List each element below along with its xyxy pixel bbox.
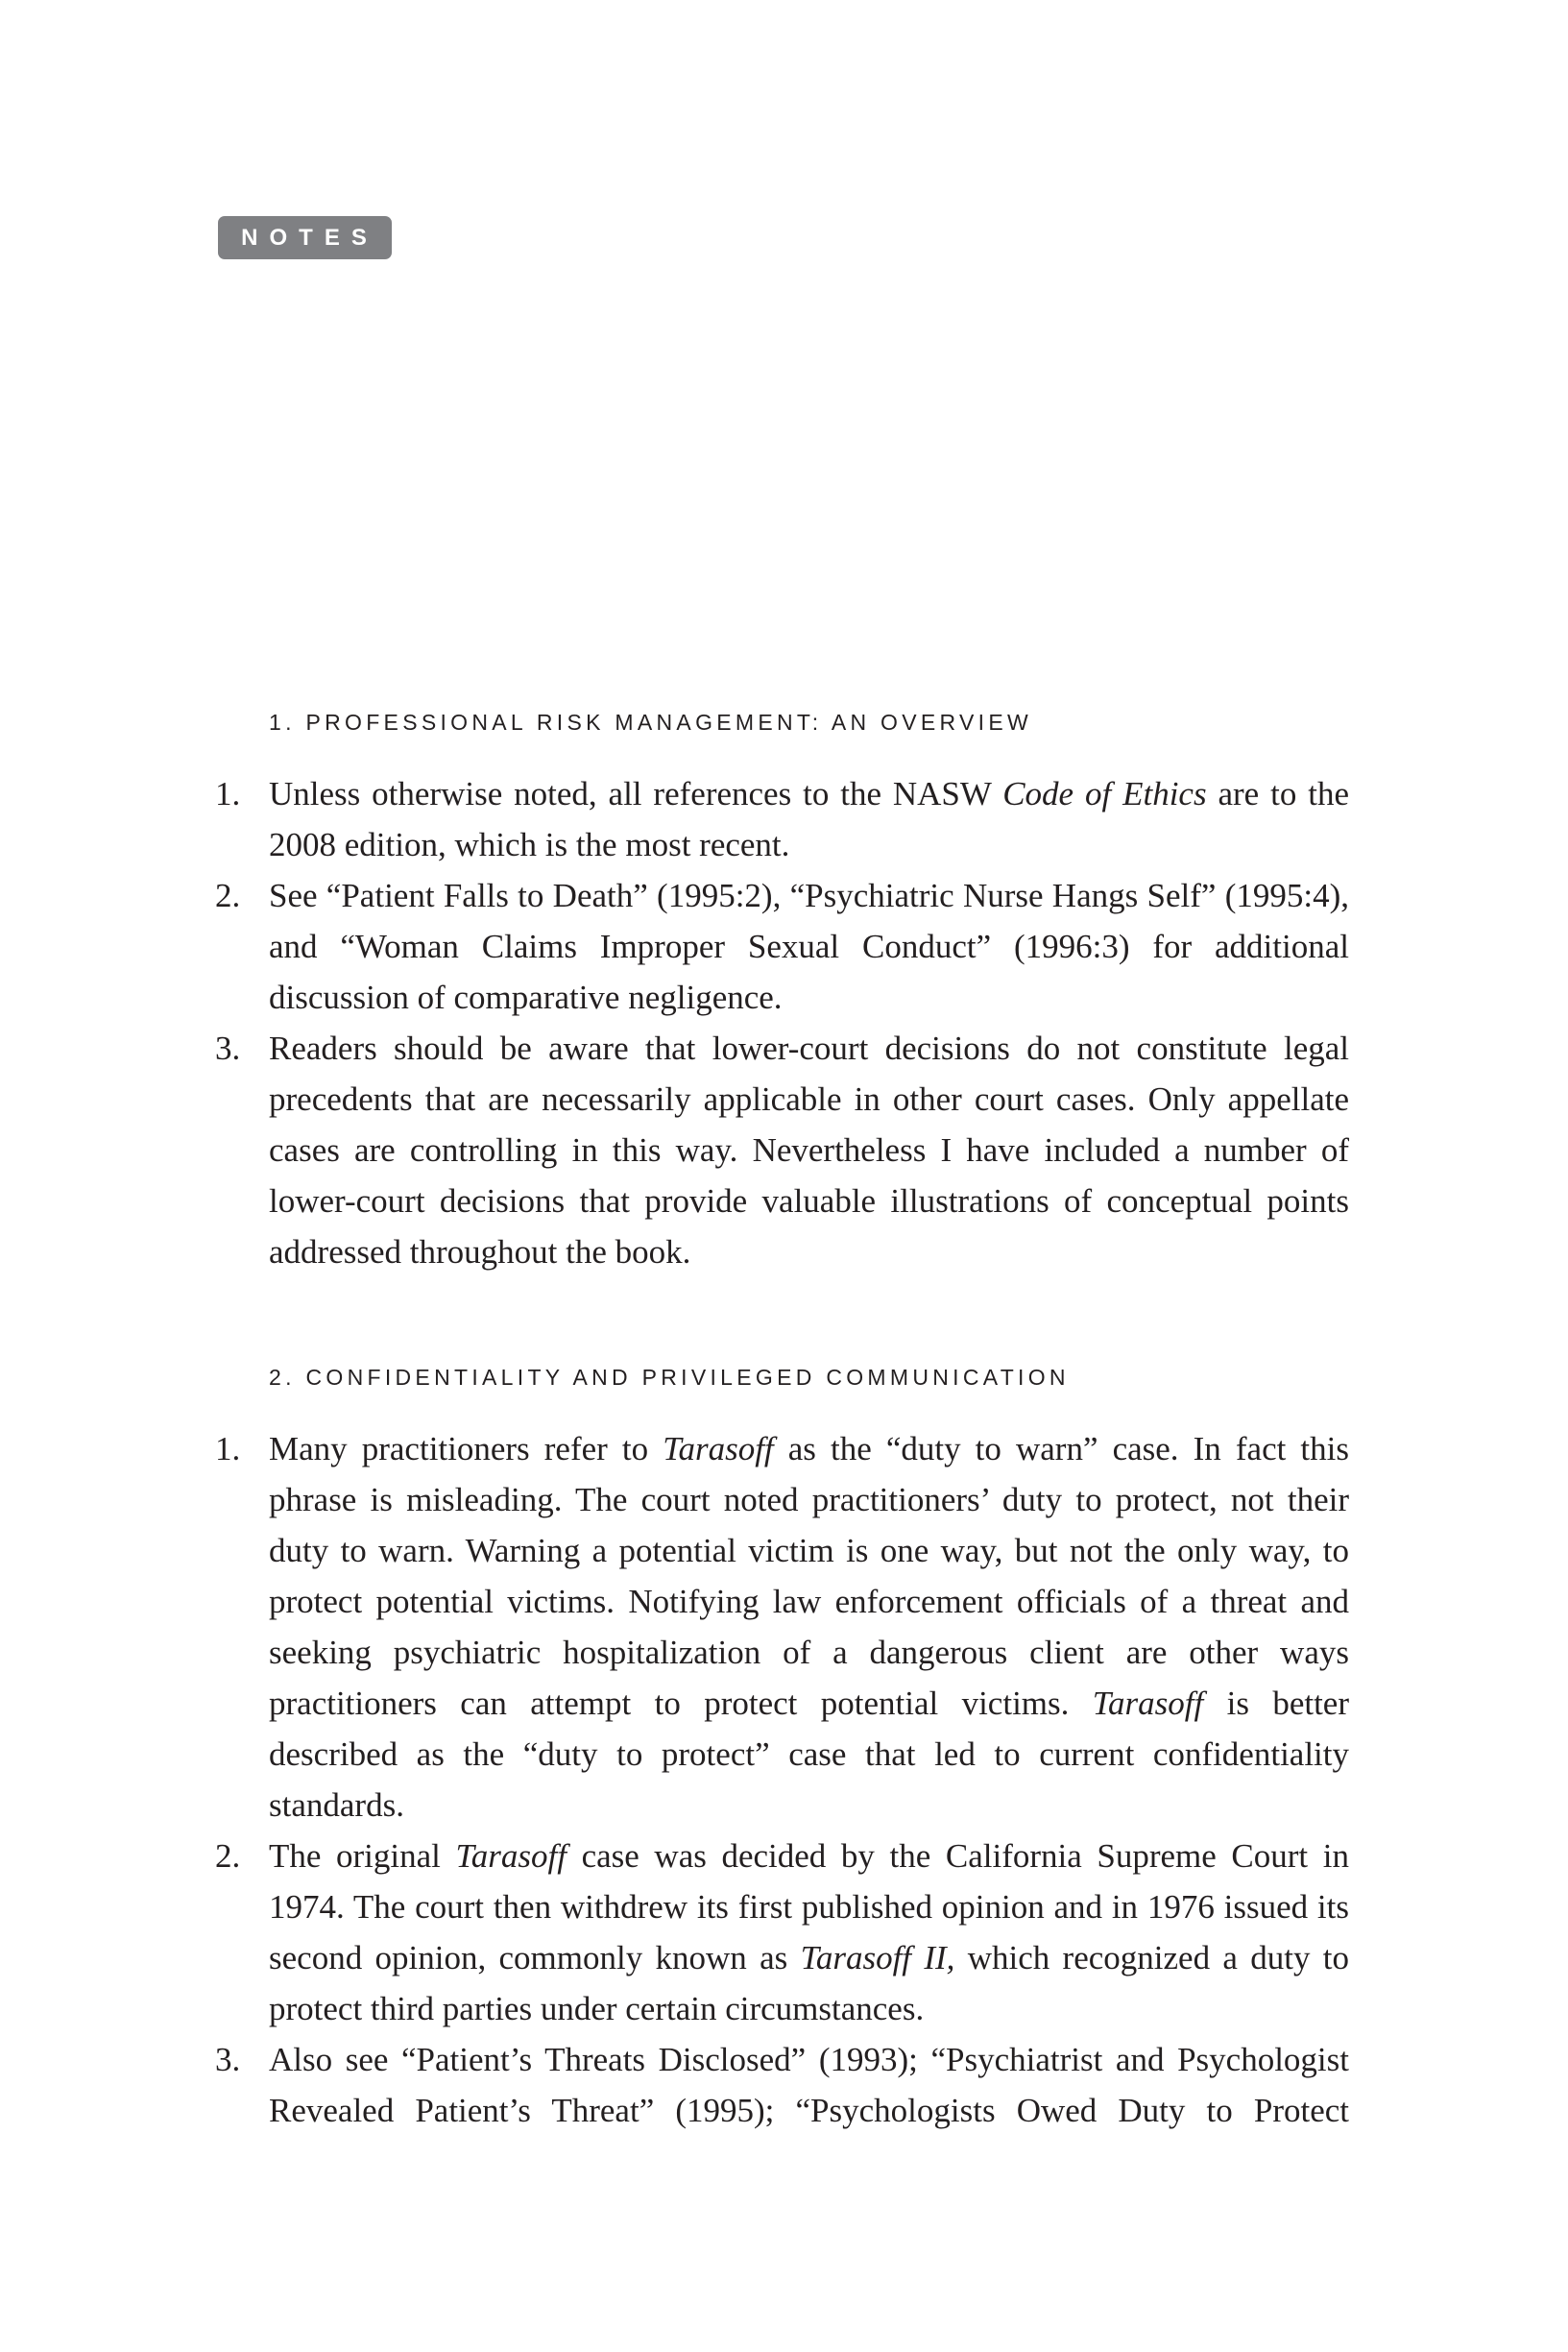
note-number: 3. xyxy=(215,1030,241,1067)
note-1-1 xyxy=(0,768,1349,870)
case-name: Tarasoff xyxy=(663,1430,774,1467)
note-1-3 xyxy=(0,1023,1349,1277)
note-text: Also see “Patient’s Threats Disclosed” (1993); “Psychiatrist and Psychologist Revealed Patient’s Threat” (1995); “Psychologists Owed Duty to Protect xyxy=(269,2041,1349,2129)
note-2-1 xyxy=(0,1423,1349,1831)
note-text: See “Patient Falls to Death” (1995:2), “Psychiatric Nurse Hangs Self” (1995:4), and “Woman Claims Improper Sexual Conduct” (1996:3) for additional discussion of comparative negligence. xyxy=(269,877,1349,1016)
note-text: Unless otherwise noted, all references to the NASW Code of Ethics are to the 2008 edition, which is the most recent. xyxy=(269,775,1349,863)
note-2-2 xyxy=(0,1831,1349,2034)
note-number: 3. xyxy=(215,2041,241,2078)
section-2-notes xyxy=(0,1423,1568,2136)
note-text: Readers should be aware that lower-court decisions do not constitute legal precedents that are necessarily applicable in other court cases. Only appellate cases are controlling in this way. Nevertheless I have included a number of lower-court decisions that provide valuable illustrations of conceptual points addressed throughout the book. xyxy=(269,1030,1349,1271)
note-number: 2. xyxy=(215,1837,241,1875)
notes-badge: NOTES xyxy=(218,216,392,259)
note-text: The original Tarasoff case was decided by the California Supreme Court in 1974. The court then withdrew its first published opinion and in 1976 issued its second opinion, commonly known as Tarasoff II, which recognized a duty to protect third parties under certain circumstances. xyxy=(269,1837,1349,2027)
section-heading-1: 1. PROFESSIONAL RISK MANAGEMENT: AN OVERVIEW xyxy=(269,710,1033,735)
section-1-notes xyxy=(0,768,1568,1277)
note-number: 1. xyxy=(215,1430,241,1467)
case-name: Tarasoff xyxy=(455,1837,567,1875)
book-title: Code of Ethics xyxy=(1002,775,1207,812)
note-number: 1. xyxy=(215,775,241,812)
note-text: Many practitioners refer to Tarasoff as the “duty to warn” case. In fact this phrase is misleading. The court noted practitioners’ duty to protect, not their duty to warn. Warning a potential victim is one way, but not the only way, to protect potential victims. Notifying law enforcement officials of a threat and seeking psychiatric hospitalization of a dangerous client are other ways practitioners can attempt to protect potential victims. Tarasoff is better described as the “duty to protect” case that led to current confidentiality standards. xyxy=(269,1430,1349,1824)
section-heading-2: 2. CONFIDENTIALITY AND PRIVILEGED COMMUNICATION xyxy=(269,1365,1070,1390)
note-1-2 xyxy=(0,870,1349,1023)
case-name: Tarasoff II, xyxy=(800,1939,955,1976)
note-2-3 xyxy=(0,2034,1349,2136)
case-name: Tarasoff xyxy=(1092,1685,1204,1722)
note-number: 2. xyxy=(215,877,241,914)
